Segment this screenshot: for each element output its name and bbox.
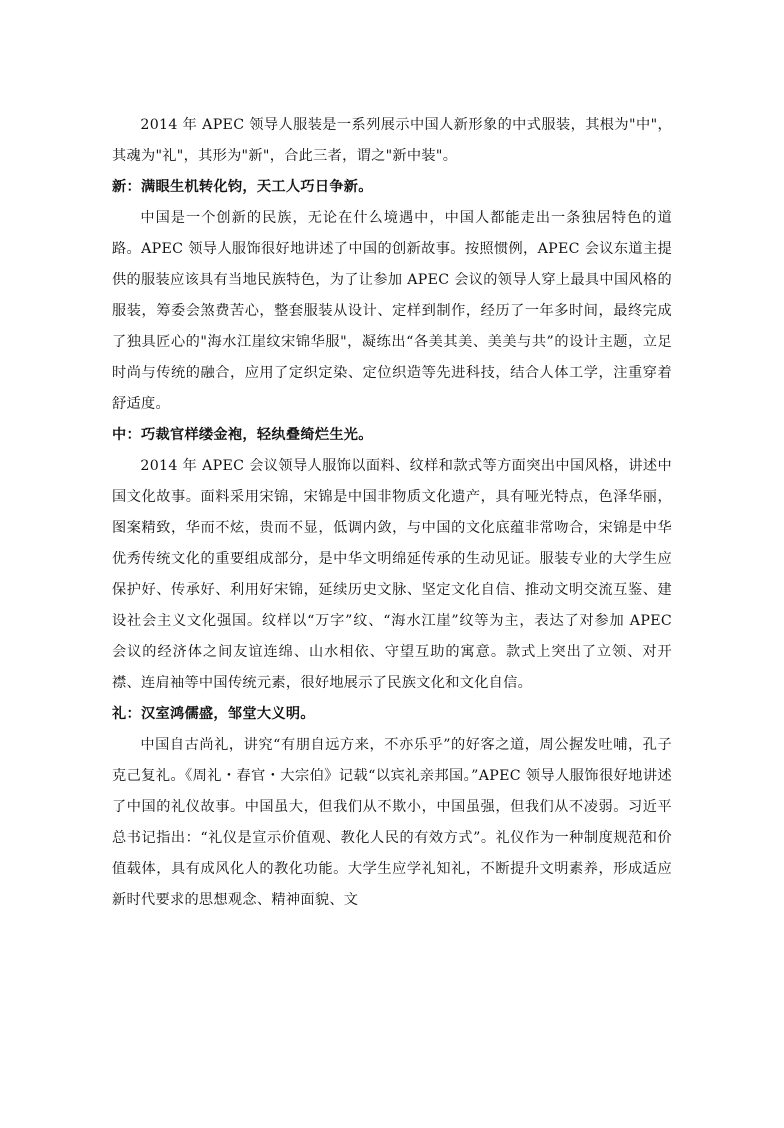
section-heading-xin: 新：满眼生机转化钧，天工人巧日争新。 xyxy=(112,179,373,195)
section-paragraph-li: 中国自古尚礼，讲究“有朋自远方来，不亦乐乎”的好客之道，周公握发吐哺，孔子克己复礼。《周礼・春官・大宗伯》记载“以宾礼亲邦国。”APEC 领导人服饰很好地讲述了中国的礼仪故事。中国虽大，但我们从不欺小，中国虽强，但我们从不凌弱。习近平总书记指出：“礼仪是宣示价值观、教化人民的有效方式”。礼仪作为一种制度规范和价值载体，具有成风化人的教化功能。大学生应学礼知礼，不断提升文明素养，形成适应新时代要求的思想观念、精神面貌、文 xyxy=(112,737,672,908)
section-paragraph-xin: 中国是一个创新的民族，无论在什么境遇中，中国人都能走出一条独居特色的道路。APEC 领导人服饰很好地讲述了中国的创新故事。按照惯例，APEC 会议东道主提供的服装应该具有当地民族特色，为了让参加 APEC 会议的领导人穿上最具中国风格的服装，筹委会煞费苦心，整套服装从设计、定样到制作，经历了一年多时间，最终完成了独具匠心的"海水江崖纹宋锦华服"，凝练出“各美其美、美美与共”的设计主题，立足时尚与传统的融合，应用了定织定染、定位织造等先进科技，结合人体工学，注重穿着舒适度。 xyxy=(112,210,672,412)
section-paragraph-zhong: 2014 年 APEC 会议领导人服饰以面料、纹样和款式等方面突出中国风格，讲述中国文化故事。面料采用宋锦，宋锦是中国非物质文化遗产，具有哑光特点，色泽华丽，图案精致，华而不炫，贵而不显，低调内敛，与中国的文化底蕴非常吻合，宋锦是中华优秀传统文化的重要组成部分，是中华文明绵延传承的生动见证。服装专业的大学生应保护好、传承好、利用好宋锦，延续历史文脉、坚定文化自信、推动文明交流互鉴、建设社会主义文化强国。纹样以“万字”纹、“海水江崖”纹等为主，表达了对参加 APEC 会议的经济体之间友谊连绵、山水相依、守望互助的寓意。款式上突出了立领、对开襟、连肩袖等中国传统元素，很好地展示了民族文化和文化自信。 xyxy=(112,458,672,691)
section-heading-zhong: 中：巧裁官样缕金袍，轻纨叠绮烂生光。 xyxy=(112,427,373,443)
document-page xyxy=(112,110,672,916)
section-heading-li: 礼：汉室鸿儒盛，邹堂大义明。 xyxy=(112,706,315,722)
intro-paragraph: 2014 年 APEC 领导人服装是一系列展示中国人新形象的中式服装，其根为"中"，其魂为"礼"，其形为"新"，合此三者，谓之"新中装"。 xyxy=(112,117,672,164)
